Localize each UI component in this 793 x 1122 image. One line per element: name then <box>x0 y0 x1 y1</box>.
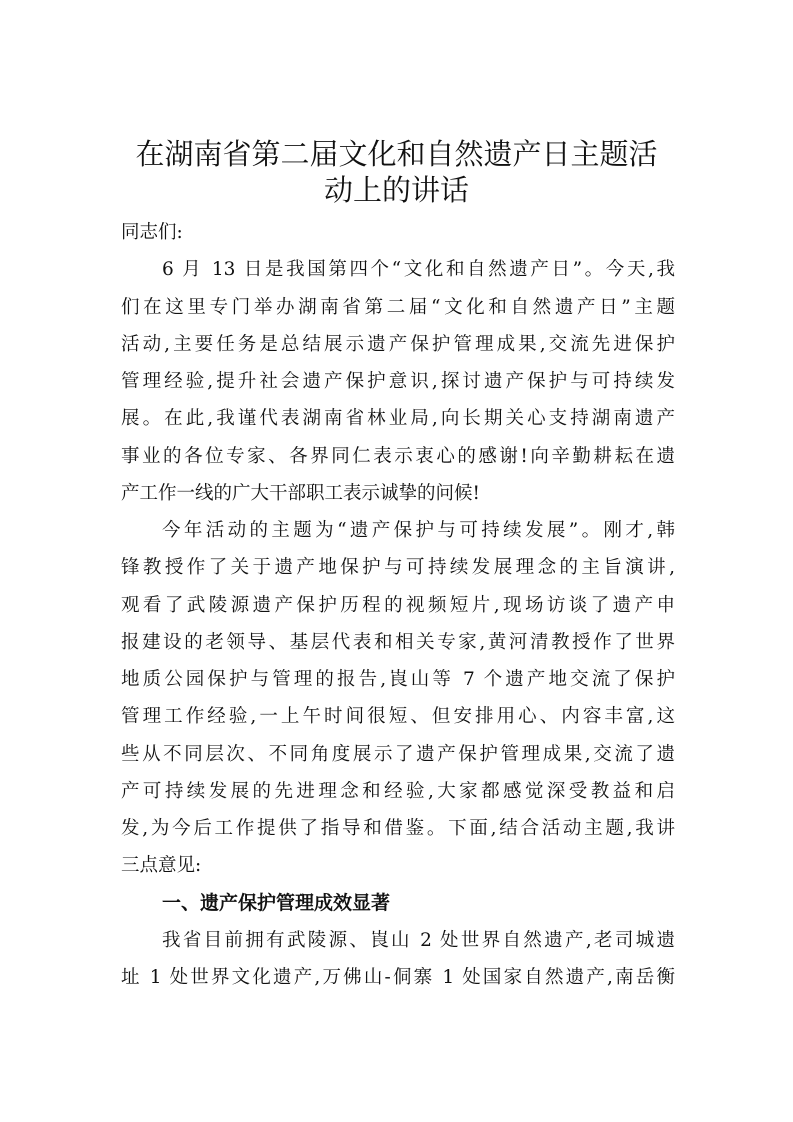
text-line: 锋教授作了关于遗产地保护与可持续发展理念的主旨演讲, <box>121 557 675 579</box>
text-line: 6 月 13 日是我国第四个“文化和自然遗产日”。今天,我 <box>162 259 675 281</box>
text-line: 今年活动的主题为“遗产保护与可持续发展”。刚才,韩 <box>162 520 675 541</box>
text-line: 事业的各位专家、各界同仁表示衷心的感谢!向辛勤耕耘在遗 <box>121 445 675 467</box>
text-line: 们在这里专门举办湖南省第二届“文化和自然遗产日”主题 <box>121 296 675 318</box>
text-line: 活动,主要任务是总结展示遗产保护管理成果,交流先进保护 <box>121 333 675 355</box>
text-line: 址 1 处世界文化遗产,万佛山-侗寨 1 处国家自然遗产,南岳衡 <box>121 967 675 988</box>
text-line: 报建设的老领导、基层代表和相关专家,黄河清教授作了世界 <box>121 631 675 653</box>
text-line: 发,为今后工作提供了指导和借鉴。下面,结合活动主题,我讲 <box>121 818 675 839</box>
text-line: 三点意见: <box>121 855 202 877</box>
title-line-1: 在湖南省第二届文化和自然遗产日主题活 <box>135 137 658 171</box>
section-heading: 一、遗产保护管理成效显著 <box>162 891 391 914</box>
text-line: 展。在此,我谨代表湖南省林业局,向长期关心支持湖南遗产 <box>121 408 675 430</box>
document-body <box>121 214 675 996</box>
text-line: 同志们: <box>121 222 183 243</box>
text-line: 观看了武陵源遗产保护历程的视频短片,现场访谈了遗产申 <box>121 594 675 616</box>
text-line: 产可持续发展的先进理念和经验,大家都感觉深受教益和启 <box>121 780 675 802</box>
document-title <box>100 136 693 208</box>
text-line: 管理工作经验,一上午时间很短、但安排用心、内容丰富,这 <box>121 706 675 728</box>
text-line: 地质公园保护与管理的报告,崀山等 7 个遗产地交流了保护 <box>121 669 675 690</box>
title-line-2: 动上的讲话 <box>323 173 469 207</box>
text-line: 产工作一线的广大干部职工表示诚挚的问候! <box>121 482 480 504</box>
text-line: 些从不同层次、不同角度展示了遗产保护管理成果,交流了遗 <box>121 743 675 765</box>
text-line: 我省目前拥有武陵源、崀山 2 处世界自然遗产,老司城遗 <box>162 929 675 951</box>
text-line: 管理经验,提升社会遗产保护意识,探讨遗产保护与可持续发 <box>121 371 675 392</box>
